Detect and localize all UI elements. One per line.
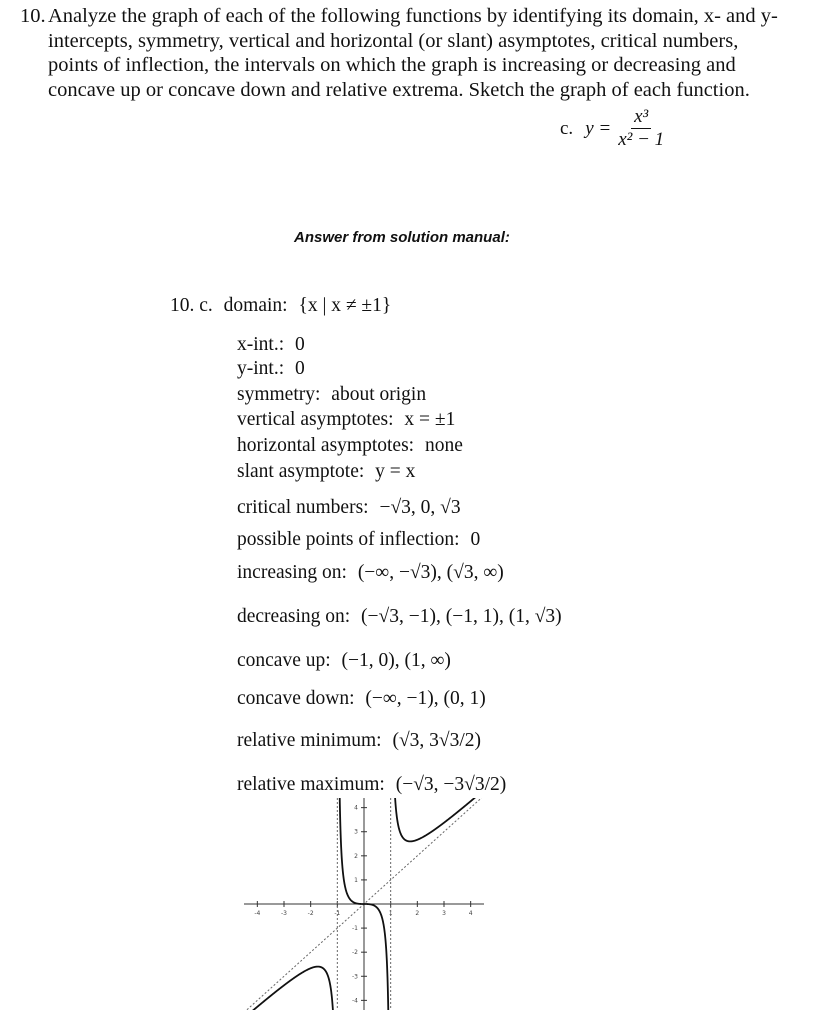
solution-label: x-int.: <box>237 334 285 355</box>
solution-label: relative minimum: <box>237 730 382 751</box>
solution-label: concave down: <box>237 688 355 709</box>
solution-label: vertical asymptotes: <box>237 409 394 430</box>
solution-value: about origin <box>331 384 427 405</box>
x-tick-label: 1 <box>388 910 393 917</box>
solution-label: decreasing on: <box>237 606 351 627</box>
solution-row <box>237 461 415 483</box>
solution-value: y = x <box>375 461 416 482</box>
solution-value: (√3, 3√3/2) <box>392 730 482 751</box>
curve-left-branch <box>244 967 333 1010</box>
curve-right-branch <box>395 798 484 841</box>
solution-row <box>237 409 455 431</box>
function-graph <box>244 798 484 1010</box>
part-label: c. <box>560 117 574 139</box>
solution-value: 0 <box>295 334 305 355</box>
x-tick-label: 2 <box>415 910 420 917</box>
solution-value: (−∞, −1), (0, 1) <box>365 688 486 709</box>
y-tick-label: -3 <box>352 973 358 981</box>
solution-value: (−√3, −1), (−1, 1), (1, √3) <box>361 606 562 627</box>
problem-line-2: intercepts, symmetry, vertical and horizontal (or slant) asymptotes, critical numbers, <box>48 29 739 52</box>
solution-value: (−√3, −3√3/2) <box>395 774 507 795</box>
solution-label: possible points of inflection: <box>237 529 460 550</box>
y-tick-label: 2 <box>354 852 358 860</box>
answer-heading: Answer from solution manual: <box>294 229 510 246</box>
solution-prefix: 10. c. <box>170 295 213 316</box>
solution-row <box>237 334 305 356</box>
solution-row <box>237 650 451 672</box>
y-tick-label: 1 <box>354 876 358 884</box>
solution-row <box>237 774 506 796</box>
y-tick-label: 4 <box>354 804 358 812</box>
solution-row <box>237 529 480 551</box>
solution-label: concave up: <box>237 650 331 671</box>
x-tick-label: 3 <box>442 910 446 917</box>
y-tick-label: 3 <box>354 828 358 836</box>
x-tick-label: -4 <box>254 910 261 917</box>
solution-label: horizontal asymptotes: <box>237 435 415 456</box>
x-tick-label: -1 <box>334 910 341 917</box>
solution-value: −√3, 0, √3 <box>379 497 461 518</box>
solution-label: increasing on: <box>237 562 347 583</box>
function-numerator: x³ <box>631 106 651 129</box>
x-tick-label: 4 <box>468 910 473 917</box>
solution-value: {x | x ≠ ±1} <box>298 295 392 316</box>
y-tick-label: -1 <box>352 925 358 933</box>
problem-line-3: points of inflection, the intervals on which the graph is increasing or decreasing and <box>48 54 736 76</box>
solution-label: y-int.: <box>237 358 285 379</box>
y-tick-label: -2 <box>352 949 358 957</box>
problem-line-4: concave up or concave down and relative extrema. Sketch the graph of each function. <box>48 78 750 101</box>
solution-value: 0 <box>470 529 481 550</box>
solution-row <box>237 358 305 380</box>
solution-row <box>237 562 504 584</box>
y-tick-label: -4 <box>352 997 358 1005</box>
problem-number: 10. <box>20 5 46 27</box>
solution-value: (−∞, −√3), (√3, ∞) <box>357 562 504 583</box>
solution-row <box>237 497 461 519</box>
solution-row <box>237 730 481 752</box>
solution-value: 0 <box>295 358 305 379</box>
solution-value: x = ±1 <box>404 409 456 430</box>
solution-value: none <box>424 435 463 456</box>
solution-row <box>237 435 463 457</box>
solution-label: critical numbers: <box>237 497 369 518</box>
solution-label: symmetry: <box>237 384 321 405</box>
function-lhs: y = <box>585 117 612 139</box>
function-definition <box>560 106 667 151</box>
solution-row <box>237 688 486 710</box>
function-denominator: x² − 1 <box>618 129 665 150</box>
solution-row <box>237 606 562 628</box>
x-tick-label: -2 <box>307 910 314 917</box>
solution-label: slant asymptote: <box>237 461 365 482</box>
solution-row-domain <box>170 295 391 317</box>
solution-value: (−1, 0), (1, ∞) <box>341 650 451 671</box>
function-fraction <box>615 106 667 151</box>
solution-row <box>237 384 426 406</box>
solution-label: relative maximum: <box>237 774 385 795</box>
solution-label: domain: <box>223 295 288 316</box>
x-tick-label: -3 <box>281 910 287 917</box>
problem-line-1: Analyze the graph of each of the following functions by identifying its domain, x- and y- <box>48 5 778 27</box>
